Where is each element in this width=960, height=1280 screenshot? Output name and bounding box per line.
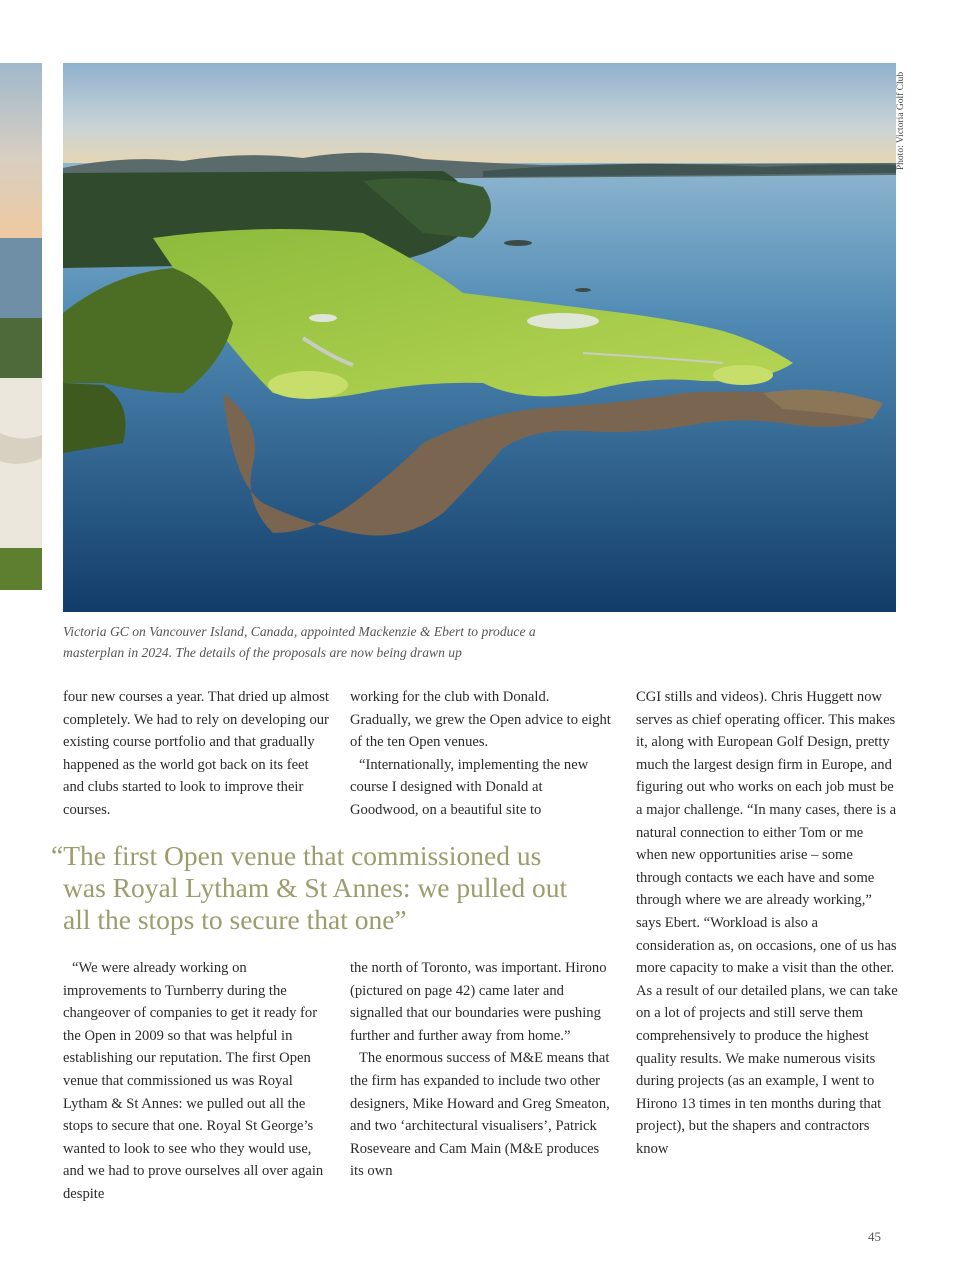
photo-caption [63, 621, 603, 663]
column-1-top [63, 686, 331, 822]
column-3 [636, 686, 898, 1160]
photo-caption-line-2: masterplan in 2024. The details of the proposals are now being drawn up [63, 645, 462, 660]
column-2-top [350, 686, 612, 822]
column-2-bottom [350, 957, 612, 1183]
pull-quote-line-1: “The first Open venue that commissioned us [51, 840, 542, 871]
main-aerial-photo [63, 63, 896, 612]
photo-caption-line-1: Victoria GC on Vancouver Island, Canada, appointed Mackenzie & Ebert to produce a [63, 624, 536, 639]
pull-quote [48, 840, 618, 936]
column-2-bottom-paragraph-2: The enormous success of M&E means that the firm has expanded to include two other designers, Mike Howard and Greg Smeaton, and two ‘architectural visualisers’, Patrick Roseveare and Cam Main (M&E produces its own [350, 1050, 610, 1180]
column-2-top-paragraph-1: working for the club with Donald. Gradually, we grew the Open advice to eight of the ten Open venues. [350, 689, 611, 751]
page-number: 45 [868, 1229, 881, 1244]
column-2-top-paragraph-2: “Internationally, implementing the new course I designed with Donald at Goodwood, on a beautiful site to [350, 756, 589, 818]
left-cropped-photo [0, 63, 42, 590]
column-2-bottom-paragraph-1: the north of Toronto, was important. Hirono (pictured on page 42) came later and signalled that our boundaries were pushing further and further away from home.” [350, 960, 607, 1044]
photo-credit-text: Photo: Victoria Golf Club [896, 71, 906, 171]
column-1-bottom-paragraph: “We were already working on improvements to Turnberry during the changeover of companies to get it ready for the Open in 2009 so that was helpful in establishing our reputation. The first Open venue that commissioned us was Royal Lytham & St Annes: we pulled out all the stops to secure that one. Royal St George’s wanted to look to see who they would use, and we had to prove ourselves all over again despite [63, 960, 324, 1202]
left-photo-image [0, 63, 42, 590]
pull-quote-line-3: all the stops to secure that one” [63, 904, 407, 935]
column-1-top-paragraph: four new courses a year. That dried up almost completely. We had to rely on developing our existing course portfolio and that gradually happened as the world got back on its feet and clubs started to look to improve their courses. [63, 689, 329, 818]
column-3-paragraph: CGI stills and videos). Chris Huggett now serves as chief operating officer. This makes it, along with European Golf Design, pretty much the largest design firm in Europe, and figuring out who works on each job must be a major challenge. “In many cases, there is a natural connection to either Tom or me when new opportunities arise – some through contacts we each have and some through where we are already working,” says Ebert. “Workload is also a consideration as, on occasions, one of us has more capacity to make a visit than the other. As a result of our detailed plans, we can take on a lot of projects and still serve them comprehensively to produce the highest quality results. We make numerous visits during projects (as an example, I went to Hirono 13 times in ten months during that project), but the shapers and contractors know [636, 689, 898, 1157]
photo-credit [890, 63, 912, 180]
golf-course-aerial-image [63, 63, 896, 612]
pull-quote-line-2: was Royal Lytham & St Annes: we pulled out [63, 872, 568, 903]
column-1-bottom [63, 957, 328, 1206]
